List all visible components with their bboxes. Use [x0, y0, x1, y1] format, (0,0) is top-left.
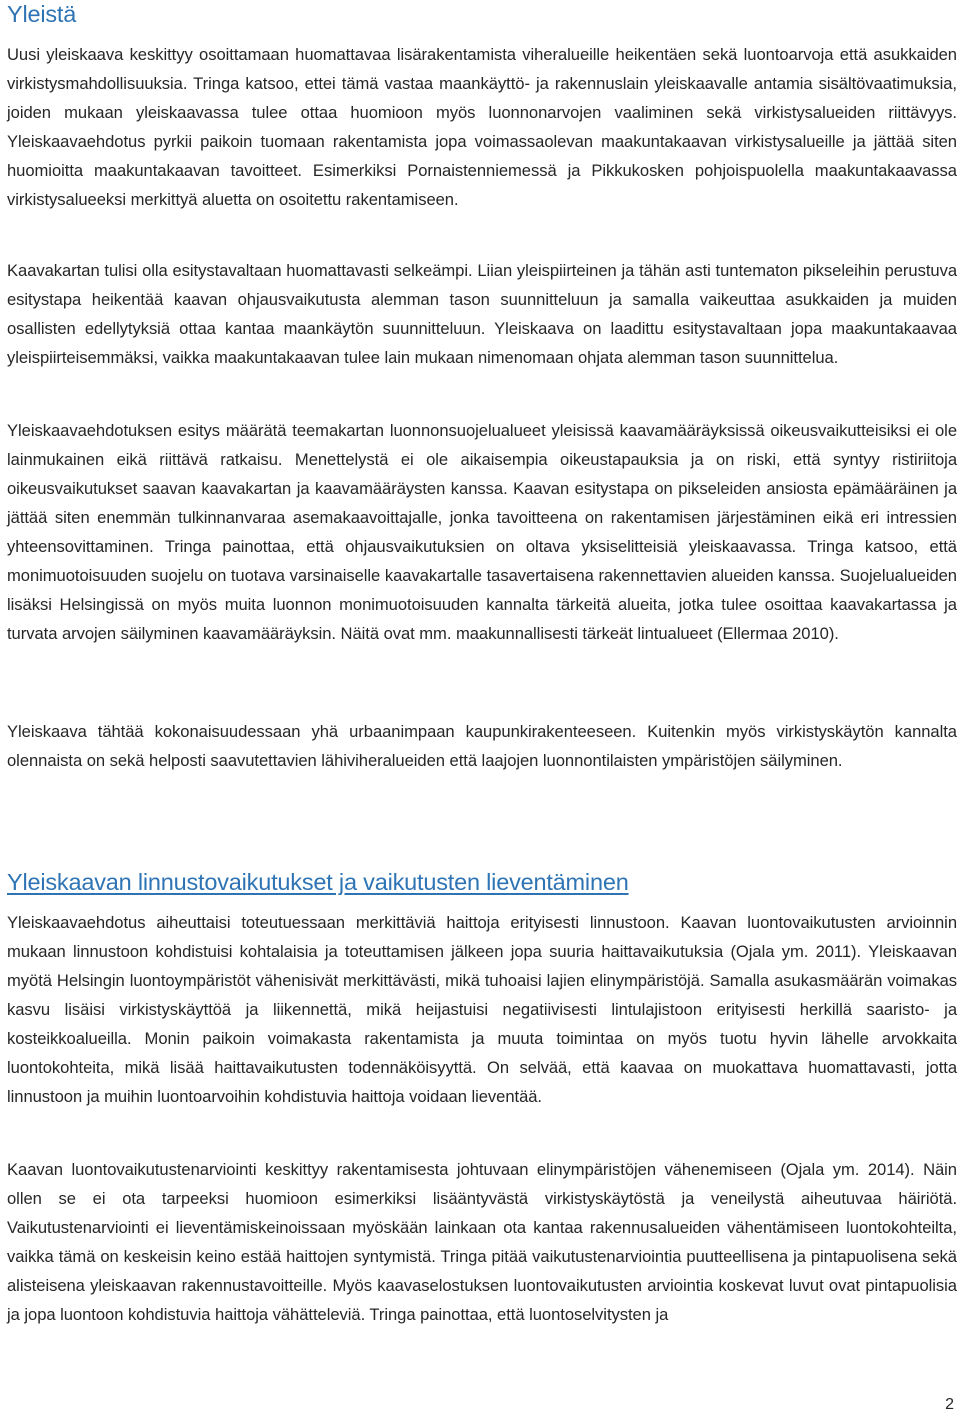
- page-number: 2: [945, 1396, 954, 1413]
- paragraph: Kaavan luontovaikutustenarviointi keskittyy rakentamisesta johtuvaan elinympäristöjen vähenemiseen (Ojala ym. 2014). Näin ollen se ei ota tarpeeksi huomioon esimerkiksi lisääntyvästä virkistyskäytöstä ja veneilystä aiheutuvaa häiriötä. Vaikutustenarviointi ei lieventämiskeinoissaan myöskään lainkaan ota kantaa rakennusalueiden vähentämiseen luontokohteilta, vaikka tämä on keskeisin keino estää haittojen syntymistä. Tringa pitää vaikutustenarviointia puutteellisena ja pintapuolisena sekä alisteisena yleiskaavan rakennustavoitteille. Myös kaavaselostuksen luontovaikutusten arviointia koskevat luvut ovat pintapuolisia ja jopa luontoon kohdistuvia haittoja vähätteleviä. Tringa painottaa, että luontoselvitysten ja: [7, 1160, 957, 1324]
- paragraph: Yleiskaavaehdotuksen esitys määrätä teemakartan luonnonsuojelualueet yleisissä kaavamääräyksissä oikeusvaikutteisiksi ei ole lainmukainen eikä riittävä ratkaisu. Menettelystä ei ole aikaisempia oikeustapauksia ja on riski, että syntyy ristiriitoja oikeusvaikutukset saavan kaavakartan ja kaavamääräysten kanssa. Kaavan esitystapa on pikseleiden ansiosta epämääräinen ja jättää siten enemmän tulkinnanvaraa asemakaavoittajalle, jonka tavoitteena on rakentamisen järjestäminen eikä eri intressien yhteensovittaminen. Tringa painottaa, että ohjausvaikutuksien on oltava yksiselitteisiä yleiskaavassa. Tringa katsoo, että monimuotoisuuden suojelu on tuotava varsinaiselle kaavakartalle tasavertaisena rakennettavien alueiden kanssa. Suojelualueiden lisäksi Helsingissä on myös muita luonnon monimuotoisuuden kannalta tärkeitä alueita, jotka tulee osoittaa kaavakartassa ja turvata arvojen säilyminen kaavamääräyksin. Näitä ovat mm. maakunnallisesti tärkeät lintualueet (Ellermaa 2010).: [7, 421, 957, 643]
- paragraph: Kaavakartan tulisi olla esitystavaltaan huomattavasti selkeämpi. Liian yleispiirteinen ja tähän asti tuntematon pikseleihin perustuva esitystapa heikentää kaavan ohjausvaikutusta alemman tason suunnitteluun ja samalla vaikeuttaa asukkaiden ja muiden osallisten edellytyksiä ottaa kantaa maankäytön suunnitteluun. Yleiskaava on laadittu esitystavaltaan jopa maakuntakaavaa yleispiirteisemmäksi, vaikka maakuntakaavan tulee lain mukaan nimenomaan ohjata alemman tason suunnittelua.: [7, 261, 957, 367]
- paragraph: Yleiskaava tähtää kokonaisuudessaan yhä urbaanimpaan kaupunkirakenteeseen. Kuitenkin myös virkistyskäytön kannalta olennaista on sekä helposti saavutettavien lähiviheralueiden että laajojen luonnontilaisten ympäristöjen säilyminen.: [7, 722, 957, 770]
- paragraph: Uusi yleiskaava keskittyy osoittamaan huomattavaa lisärakentamista viheralueille heikentäen sekä luontoarvoja että asukkaiden virkistysmahdollisuuksia. Tringa katsoo, ettei tämä vastaa maankäyttö- ja rakennuslain yleiskaavalle antamia sisältövaatimuksia, joiden mukaan yleiskaavassa tulee ottaa huomioon myös luonnonarvojen vaaliminen sekä virkistysalueiden riittävyys. Yleiskaavaehdotus pyrkii paikoin tuomaan rakentamista jopa voimassaolevan maakuntakaavan virkistysalueille ja jättää siten huomioitta maakuntakaavan tavoitteet. Esimerkiksi Pornaistenniemessä ja Pikkukosken pohjoispuolella maakuntakaavassa virkistysalueeksi merkittyä aluetta on osoitettu rakentamiseen.: [7, 45, 957, 209]
- section-heading-general: Yleistä: [7, 1, 77, 27]
- section-heading-bird-impacts: Yleiskaavan linnustovaikutukset ja vaikutusten lieventäminen: [7, 869, 629, 895]
- paragraph: Yleiskaavaehdotus aiheuttaisi toteutuessaan merkittäviä haittoja erityisesti linnustoon. Kaavan luontovaikutusten arvioinnin mukaan linnustoon kohdistuisi kohtalaisia ja toteuttamisen jälkeen jopa suuria haittavaikutuksia (Ojala ym. 2011). Yleiskaavan myötä Helsingin luontoympäristöt vähenisivät merkittävästi, mikä tuhoaisi lajien elinympäristöjä. Samalla asukasmäärän voimakas kasvu lisäisi virkistyskäyttöä ja liikennettä, mikä heijastuisi negatiivisesti lintulajistoon erityisesti herkillä saaristo- ja kosteikkoalueilla. Monin paikoin voimakasta rakentamista ja muuta toimintaa on myös tuotu hyvin lähelle arvokkaita luontokohteita, mikä lisää haittavaikutusten todennäköisyyttä. On selvää, että kaavaa on muokattava huomattavasti, jotta linnustoon ja muihin luontoarvoihin kohdistuvia haittoja voidaan lieventää.: [7, 913, 957, 1106]
